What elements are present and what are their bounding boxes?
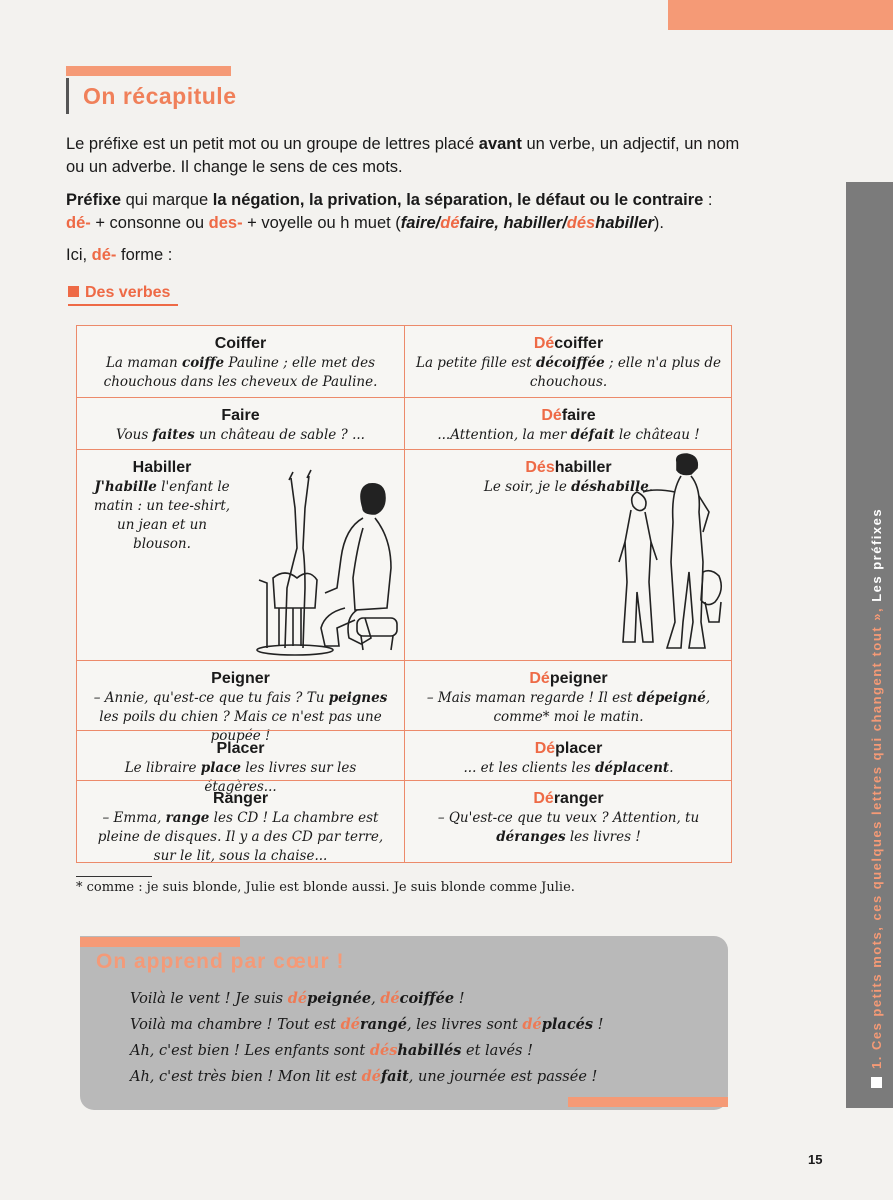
section-accent-bar <box>66 66 231 76</box>
example-sentence: La petite fille est décoiffée ; elle n'a plus de chouchous. <box>416 355 721 390</box>
learn-accent-bar <box>80 937 240 947</box>
example-sentence: – Annie, qu'est-ce que tu fais ? Tu peignes les poils du chien ? Mais ce n'est pas une poupée ! <box>93 690 388 744</box>
learn-bottom-bar <box>568 1097 728 1107</box>
example-sentence: – Mais maman regarde ! Il est dépeigné, comme* moi le matin. <box>426 690 711 725</box>
example-sentence: Le soir, je le déshabille. <box>483 479 654 495</box>
prefixed-verb: Déplacer <box>534 740 603 757</box>
poem-line: Ah, c'est très bien ! Mon lit est défait, une journée est passée ! <box>130 1068 598 1085</box>
poem <box>130 986 603 1090</box>
footnote-rule <box>76 876 152 877</box>
table-cell-right <box>405 326 732 397</box>
table-row <box>77 660 731 744</box>
learn-title: On apprend par cœur ! <box>96 950 345 973</box>
example-sentence: J'habille l'enfant le matin : un tee-shirt, un jean et un blouson. <box>93 479 231 552</box>
poem-line: Voilà le vent ! Je suis dépeignée, décoiffée ! <box>130 990 465 1007</box>
example-sentence: Vous faites un château de sable ? ... <box>116 427 365 443</box>
table-cell-left <box>77 781 404 863</box>
table-row <box>77 326 731 397</box>
table-cell-right <box>405 398 732 449</box>
verb: Placer <box>216 740 265 757</box>
verb: Peigner <box>211 670 270 687</box>
ici-line: Ici, dé- forme : <box>66 246 173 264</box>
verb: Coiffer <box>214 335 267 352</box>
poem-line: Voilà ma chambre ! Tout est dérangé, les livres sont déplacés ! <box>130 1016 604 1033</box>
verbs-table <box>76 325 732 863</box>
table-cell-left <box>77 661 404 744</box>
prefixed-verb: Déranger <box>533 790 604 807</box>
chapter-side-label: 1. Ces petits mots, ces quelques lettres qui changent tout », Les préfixes <box>869 508 884 1088</box>
prefixed-verb: Dépeigner <box>529 670 608 687</box>
table-row <box>77 449 731 660</box>
table-cell-left <box>77 731 404 795</box>
section-title: On récapitule <box>66 78 236 114</box>
example-sentence: Le libraire place les livres sur les étagères... <box>124 760 357 795</box>
prefixed-verb: Déshabiller <box>525 459 612 476</box>
example-sentence: – Qu'est-ce que tu veux ? Attention, tu déranges les livres ! <box>437 810 700 845</box>
table-cell-right <box>405 781 732 863</box>
subhead-des-verbes: Des verbes <box>68 284 178 306</box>
table-cell-left <box>77 450 404 660</box>
verb: Habiller <box>132 459 192 476</box>
table-row <box>77 730 731 795</box>
table-row <box>77 397 731 449</box>
table-cell-right <box>405 450 732 660</box>
mother-dressing-child-illustration <box>245 468 400 658</box>
father-undressing-child-illustration <box>615 452 730 658</box>
example-sentence: La maman coiffe Pauline ; elle met des chouchous dans les cheveux de Pauline. <box>103 355 378 390</box>
table-cell-left <box>77 398 404 449</box>
footnote: * comme : je suis blonde, Julie est blonde aussi. Je suis blonde comme Julie. <box>76 880 575 895</box>
example-sentence: ... et les clients les déplacent. <box>463 760 674 776</box>
example-sentence: ...Attention, la mer défait le château ! <box>437 427 700 443</box>
intro-paragraph: Le préfixe est un petit mot ou un groupe de lettres placé avant un verbe, un adjectif, un nom ou un adverbe. Il change le sens de ces mots. <box>66 135 740 176</box>
example-sentence: – Emma, range les CD ! La chambre est pleine de disques. Il y a des CD par terre, sur le lit, sous la chaise... <box>97 810 384 864</box>
prefixed-verb: Défaire <box>541 407 596 424</box>
prefix-definition: Préfixe qui marque la négation, la privation, la séparation, le défaut ou le contraire : dé- + consonne ou des- + voyelle ou h muet (faire/défaire, habiller/déshabiller). <box>66 191 713 232</box>
table-cell-left <box>77 326 404 397</box>
prefixed-verb: Décoiffer <box>533 335 604 352</box>
poem-line: Ah, c'est bien ! Les enfants sont déshabillés et lavés ! <box>130 1042 533 1059</box>
square-bullet-icon <box>68 286 79 297</box>
verb: Faire <box>221 407 260 424</box>
verb: Ranger <box>212 790 269 807</box>
square-marker-icon <box>871 1077 882 1088</box>
table-cell-right <box>405 731 732 780</box>
page-number: 15 <box>808 1152 823 1167</box>
table-row <box>77 780 731 863</box>
table-cell-right <box>405 661 732 730</box>
top-color-tab <box>668 0 893 30</box>
